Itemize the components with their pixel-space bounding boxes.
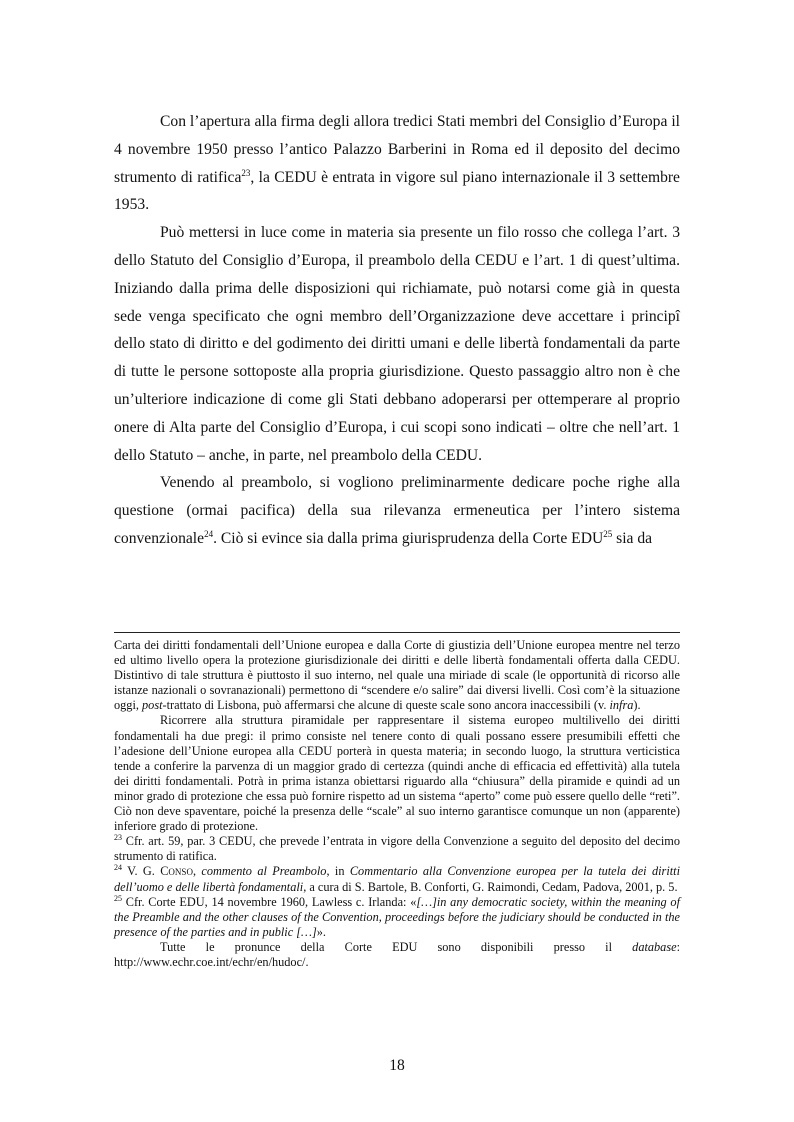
footnotes: [114, 638, 680, 970]
paragraph-1: Con l’apertura alla firma degli allora tredici Stati membri del Consiglio d’Europa il 4 novembre 1950 presso l’antico Palazzo Barberini in Roma ed il deposito del decimo strumento di ratifica$^{23}$, la CEDU è entrata in vigore sul piano internazionale il 3 settembre 1953.: [114, 113, 680, 214]
footnote-separator: [114, 632, 680, 633]
footnote-ref-23[interactable]: 23: [241, 167, 251, 178]
main-text: [114, 108, 680, 553]
footnote-24: $^{24}$ V. G. Conso, commento al Preambolo, in Commentario alla Convenzione europea per la tutela dei diritti dell’uomo e delle libertà fondamentali, a cura di S. Bartole, B. Conforti, G. Raimondi, Cedam, Padova, 2001, p. 5.: [114, 863, 680, 894]
footnote-ref-25[interactable]: 25: [603, 528, 613, 539]
footnote-25: $^{25}$ Cfr. Corte EDU, 14 novembre 1960, Lawless c. Irlanda: «[…]in any democratic society, within the meaning of the Preamble and the other clauses of the Convention, proceedings before the judiciary should be conducted in the presence of the parties and in public […]».: [114, 893, 680, 939]
paragraph-3: Venendo al preambolo, si vogliono preliminarmente dedicare poche righe alla questione (ormai pacifica) della sua rilevanza ermeneutica per l’intero sistema convenzionale$^{24}$. Ciò si evince sia dalla prima giurisprudenza della Corte EDU$^{25}$ sia da: [114, 474, 680, 547]
page-number: 18: [389, 1057, 405, 1074]
footnote-continuation: Carta dei diritti fondamentali dell’Unione europea e dalla Corte di giustizia dell’Unione europea mentre nel terzo ed ultimo livello opera la protezione giurisdizionale dei diritti e delle libertà fondamentali offerta dalla CEDU. Distintivo di tale struttura è piuttosto il suo interno, nel quale una miriade di scale (le opportunità di ricorso alle istanze nazionali o sovranazionali) permettono di “scendere e/o salire” dai diversi livelli. Così com’è la situazione oggi, post-trattato di Lisbona, può affermarsi che alcune di queste scale sono ancora inaccessibili (v. infra).: [114, 638, 680, 713]
footnote-25-continuation: Tutte le pronunce della Corte EDU sono disponibili presso il database: http://www.echr.coe.int/echr/en/hudoc/.: [114, 939, 680, 969]
footnote-continuation-paragraph: Ricorrere alla struttura piramidale per rappresentare il sistema europeo multilivello dei diritti fondamentali ha due pregi: il primo consiste nel tenere conto di quali possano essere presumibili effetti che l’adesione dell’Unione europea alla CEDU porterà in questa materia; in secondo luogo, la struttura verticistica tende a conferire la parvenza di un maggior grado di certezza (quindi anche di efficacia ed effettività) alla tutela dei diritti fondamentali. Potrà in prima istanza obiettarsi riguardo alla “chiusura” della piramide e quindi ad un minor grado di protezione che essa può fornire rispetto ad un sistema “aperto” come può essere quello delle “reti”. Ciò non deve spaventare, poiché la presenza delle “scale” al suo interno garantisce comunque un non (apparente) inferiore grado di protezione.: [114, 713, 680, 834]
footnote-ref-24[interactable]: 24: [204, 528, 214, 539]
paragraph-2: Può mettersi in luce come in materia sia presente un filo rosso che collega l’art. 3 dello Statuto del Consiglio d’Europa, il preambolo della CEDU e l’art. 1 di quest’ultima. Iniziando dalla prima delle disposizioni qui richiamate, può notarsi come già in questa sede venga specificato che ogni membro dell’Organizzazione deve accettare i principî dello stato di diritto e del godimento dei diritti umani e delle libertà fondamentali da parte di tutte le persone sottoposte alla propria giurisdizione. Questo passaggio altro non è che un’ulteriore indicazione di come gli Stati debbano adoperarsi per ottemperare al proprio onere di Alta parte del Consiglio d’Europa, i cui scopi sono indicati – oltre che nell’art. 1 dello Statuto – anche, in parte, nel preambolo della CEDU.: [114, 224, 680, 464]
footnote-23: $^{23}$ Cfr. art. 59, par. 3 CEDU, che prevede l’entrata in vigore della Convenzione a seguito del deposito del decimo strumento di ratifica.: [114, 833, 680, 864]
